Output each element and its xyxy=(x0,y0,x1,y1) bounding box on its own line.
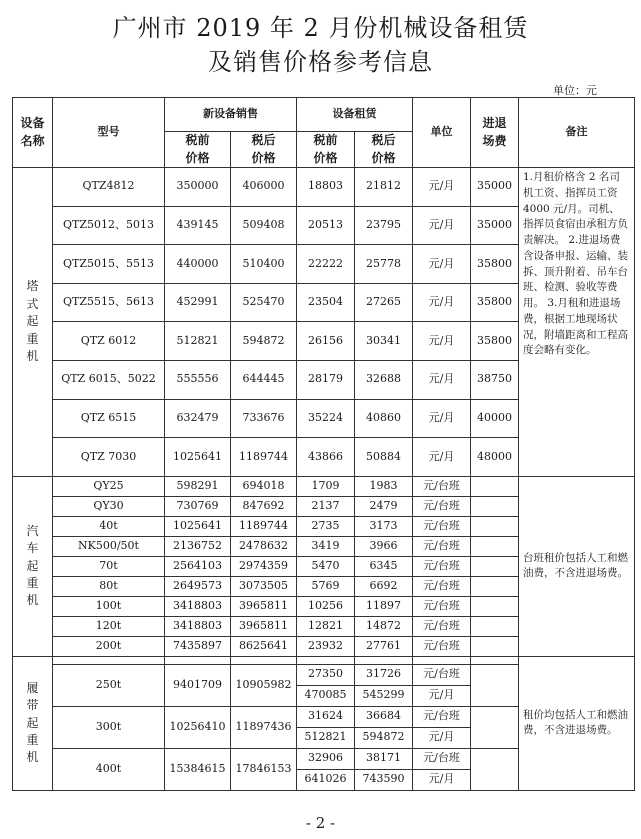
entry-exit-fee-cell xyxy=(471,516,519,536)
rent-after-tax-cell: 545299 xyxy=(355,685,413,706)
model-cell: QTZ 6015、5022 xyxy=(53,360,165,399)
rent-pre-tax-cell: 5470 xyxy=(297,556,355,576)
entry-exit-fee-cell xyxy=(471,476,519,496)
sale-after-tax-cell: 11897436 xyxy=(231,706,297,748)
rent-after-tax-cell: 50884 xyxy=(355,438,413,477)
category-crawler-crane xyxy=(13,656,53,790)
rent-pre-tax-cell: 23504 xyxy=(297,283,355,322)
rent-after-tax-cell: 40860 xyxy=(355,399,413,438)
rent-pre-tax-cell: 2735 xyxy=(297,516,355,536)
rent-pre-tax-cell: 1709 xyxy=(297,476,355,496)
rent-pre-tax-cell: 12821 xyxy=(297,616,355,636)
rent-after-tax-cell: 25778 xyxy=(355,245,413,284)
header-category: 设备名称 xyxy=(13,98,53,168)
rent-pre-tax-cell: 28179 xyxy=(297,360,355,399)
rent-pre-tax-cell: 26156 xyxy=(297,322,355,361)
unit-cell: 元/台班 xyxy=(413,536,471,556)
sale-pre-tax-cell: 1025641 xyxy=(165,516,231,536)
unit-cell: 元/台班 xyxy=(413,636,471,656)
model-cell: 200t xyxy=(53,636,165,656)
unit-cell: 元/月 xyxy=(413,283,471,322)
model-cell: 100t xyxy=(53,596,165,616)
model-cell: QTZ 6515 xyxy=(53,399,165,438)
entry-exit-fee-cell xyxy=(471,706,519,748)
unit-cell: 元/月 xyxy=(413,399,471,438)
sale-after-tax-cell: 3965811 xyxy=(231,616,297,636)
remarks-truck-crane: 台班租价包括人工和燃油费，不含进退场费。 xyxy=(519,476,635,656)
rent-pre-tax-cell: 27350 xyxy=(297,664,355,685)
model-cell: QTZ 6012 xyxy=(53,322,165,361)
header-sale-after-tax: 税后价格 xyxy=(231,132,297,168)
header-model: 型号 xyxy=(53,98,165,168)
model-cell: 80t xyxy=(53,576,165,596)
rent-after-tax-cell: 594872 xyxy=(355,727,413,748)
sale-pre-tax-cell: 440000 xyxy=(165,245,231,284)
unit-cell: 元/台班 xyxy=(413,516,471,536)
unit-cell: 元/台班 xyxy=(413,476,471,496)
sale-after-tax-cell: 509408 xyxy=(231,206,297,245)
rent-pre-tax-cell: 2137 xyxy=(297,496,355,516)
remarks-tower-crane: 1.月租价格含 2 名司机工资、指挥员工资 4000 元/月。司机、指挥员食宿由承租方负责解决。 2.进退场费含设备申报、运输、装拆、顶升附着、吊车台班、检测、验收等费用。 3.月租和进退场费，根据工地现场状况，附墙距离和工程高度会略有变化。 xyxy=(519,168,635,477)
unit-cell: 元/台班 xyxy=(413,748,471,769)
rent-after-tax-cell: 27761 xyxy=(355,636,413,656)
entry-exit-fee-cell: 35800 xyxy=(471,245,519,284)
unit-cell: 元/月 xyxy=(413,685,471,706)
unit-cell: 元/月 xyxy=(413,360,471,399)
sale-pre-tax-cell: 730769 xyxy=(165,496,231,516)
unit-cell: 元/月 xyxy=(413,206,471,245)
sale-after-tax-cell: 3073505 xyxy=(231,576,297,596)
rent-pre-tax-cell: 3419 xyxy=(297,536,355,556)
entry-exit-fee-cell xyxy=(471,616,519,636)
sale-pre-tax-cell: 3418803 xyxy=(165,596,231,616)
sale-after-tax-cell: 2974359 xyxy=(231,556,297,576)
header-rent-pre-tax: 税前价格 xyxy=(297,132,355,168)
entry-exit-fee-cell xyxy=(471,636,519,656)
model-cell: QTZ5012、5013 xyxy=(53,206,165,245)
rent-after-tax-cell: 23795 xyxy=(355,206,413,245)
header-unit: 单位 xyxy=(413,98,471,168)
rent-after-tax-cell: 1983 xyxy=(355,476,413,496)
model-cell: 70t xyxy=(53,556,165,576)
rent-pre-tax-cell: 5769 xyxy=(297,576,355,596)
model-cell: QTZ4812 xyxy=(53,168,165,207)
unit-cell: 元/月 xyxy=(413,769,471,790)
sale-after-tax-cell: 847692 xyxy=(231,496,297,516)
sale-after-tax-cell: 525470 xyxy=(231,283,297,322)
sale-after-tax-cell: 1189744 xyxy=(231,438,297,477)
sale-pre-tax-cell: 512821 xyxy=(165,322,231,361)
rent-after-tax-cell: 743590 xyxy=(355,769,413,790)
header-new-sales: 新设备销售 xyxy=(165,98,297,132)
document-title-line2: 及销售价格参考信息 xyxy=(208,48,433,76)
entry-exit-fee-cell xyxy=(471,496,519,516)
entry-exit-fee-cell xyxy=(471,748,519,790)
sale-pre-tax-cell: 7435897 xyxy=(165,636,231,656)
rent-after-tax-cell: 6692 xyxy=(355,576,413,596)
rent-pre-tax-cell: 32906 xyxy=(297,748,355,769)
sale-after-tax-cell: 10905982 xyxy=(231,664,297,706)
rent-pre-tax-cell: 20513 xyxy=(297,206,355,245)
rent-after-tax-cell: 2479 xyxy=(355,496,413,516)
sale-pre-tax-cell: 2564103 xyxy=(165,556,231,576)
sale-after-tax-cell: 644445 xyxy=(231,360,297,399)
entry-exit-fee-cell xyxy=(471,576,519,596)
entry-exit-fee-cell xyxy=(471,664,519,706)
sale-pre-tax-cell: 9401709 xyxy=(165,664,231,706)
rent-after-tax-cell: 6345 xyxy=(355,556,413,576)
rent-after-tax-cell: 14872 xyxy=(355,616,413,636)
entry-exit-fee-cell: 35800 xyxy=(471,322,519,361)
sale-after-tax-cell: 1189744 xyxy=(231,516,297,536)
table-row xyxy=(13,476,635,496)
sale-after-tax-cell: 3965811 xyxy=(231,596,297,616)
header-rent-after-tax: 税后价格 xyxy=(355,132,413,168)
gap-cell xyxy=(413,656,471,664)
rent-after-tax-cell: 32688 xyxy=(355,360,413,399)
rent-after-tax-cell: 27265 xyxy=(355,283,413,322)
sale-pre-tax-cell: 555556 xyxy=(165,360,231,399)
sale-pre-tax-cell: 2136752 xyxy=(165,536,231,556)
sale-pre-tax-cell: 10256410 xyxy=(165,706,231,748)
model-cell: NK500/50t xyxy=(53,536,165,556)
section-gap-row xyxy=(13,656,635,664)
model-cell: QTZ5015、5513 xyxy=(53,245,165,284)
sale-after-tax-cell: 406000 xyxy=(231,168,297,207)
rent-pre-tax-cell: 22222 xyxy=(297,245,355,284)
unit-cell: 元/月 xyxy=(413,245,471,284)
category-truck-crane-text: 汽车起重机 xyxy=(26,523,39,608)
model-cell: 300t xyxy=(53,706,165,748)
sale-after-tax-cell: 694018 xyxy=(231,476,297,496)
model-cell: QTZ 7030 xyxy=(53,438,165,477)
sale-pre-tax-cell: 3418803 xyxy=(165,616,231,636)
price-table xyxy=(12,97,635,791)
header-entry-exit-fee: 进退场费 xyxy=(471,98,519,168)
unit-cell: 元/台班 xyxy=(413,576,471,596)
sale-pre-tax-cell: 632479 xyxy=(165,399,231,438)
rent-after-tax-cell: 3173 xyxy=(355,516,413,536)
rent-pre-tax-cell: 641026 xyxy=(297,769,355,790)
sale-after-tax-cell: 17846153 xyxy=(231,748,297,790)
sale-after-tax-cell: 2478632 xyxy=(231,536,297,556)
rent-pre-tax-cell: 10256 xyxy=(297,596,355,616)
sale-pre-tax-cell: 15384615 xyxy=(165,748,231,790)
sale-pre-tax-cell: 1025641 xyxy=(165,438,231,477)
category-tower-crane xyxy=(13,168,53,477)
entry-exit-fee-cell xyxy=(471,556,519,576)
entry-exit-fee-cell xyxy=(471,536,519,556)
table-row xyxy=(13,168,635,207)
sale-after-tax-cell: 594872 xyxy=(231,322,297,361)
unit-label: 单位：元 xyxy=(553,84,597,97)
gap-cell xyxy=(231,656,297,664)
model-cell: 400t xyxy=(53,748,165,790)
model-cell: QY30 xyxy=(53,496,165,516)
sale-pre-tax-cell: 452991 xyxy=(165,283,231,322)
header-remarks: 备注 xyxy=(519,98,635,168)
sale-pre-tax-cell: 2649573 xyxy=(165,576,231,596)
sale-after-tax-cell: 510400 xyxy=(231,245,297,284)
unit-cell: 元/台班 xyxy=(413,556,471,576)
model-cell: 120t xyxy=(53,616,165,636)
rent-pre-tax-cell: 23932 xyxy=(297,636,355,656)
remarks-crawler-crane: 租价均包括人工和燃油费，不含进退场费。 xyxy=(519,656,635,790)
unit-cell: 元/台班 xyxy=(413,596,471,616)
entry-exit-fee-cell: 40000 xyxy=(471,399,519,438)
gap-cell xyxy=(297,656,355,664)
unit-cell: 元/台班 xyxy=(413,496,471,516)
unit-cell: 元/台班 xyxy=(413,706,471,727)
entry-exit-fee-cell xyxy=(471,596,519,616)
model-cell: 250t xyxy=(53,664,165,706)
sale-pre-tax-cell: 598291 xyxy=(165,476,231,496)
rent-after-tax-cell: 36684 xyxy=(355,706,413,727)
rent-after-tax-cell: 21812 xyxy=(355,168,413,207)
entry-exit-fee-cell: 38750 xyxy=(471,360,519,399)
document-title-line1: 广州市 2019 年 2 月份机械设备租赁 xyxy=(112,14,529,42)
rent-after-tax-cell: 38171 xyxy=(355,748,413,769)
rent-after-tax-cell: 30341 xyxy=(355,322,413,361)
unit-cell: 元/月 xyxy=(413,727,471,748)
category-truck-crane xyxy=(13,476,53,656)
gap-cell xyxy=(471,656,519,664)
entry-exit-fee-cell: 48000 xyxy=(471,438,519,477)
entry-exit-fee-cell: 35000 xyxy=(471,206,519,245)
rent-pre-tax-cell: 43866 xyxy=(297,438,355,477)
page-number: - 2 - xyxy=(305,814,336,832)
header-sale-pre-tax: 税前价格 xyxy=(165,132,231,168)
sale-pre-tax-cell: 439145 xyxy=(165,206,231,245)
rent-pre-tax-cell: 35224 xyxy=(297,399,355,438)
rent-pre-tax-cell: 470085 xyxy=(297,685,355,706)
model-cell: 40t xyxy=(53,516,165,536)
rent-pre-tax-cell: 512821 xyxy=(297,727,355,748)
rent-after-tax-cell: 11897 xyxy=(355,596,413,616)
rent-after-tax-cell: 3966 xyxy=(355,536,413,556)
rent-pre-tax-cell: 31624 xyxy=(297,706,355,727)
category-crawler-crane-text: 履带起重机 xyxy=(26,680,39,765)
unit-cell: 元/月 xyxy=(413,438,471,477)
sale-after-tax-cell: 733676 xyxy=(231,399,297,438)
unit-cell: 元/月 xyxy=(413,168,471,207)
rent-after-tax-cell: 31726 xyxy=(355,664,413,685)
gap-cell xyxy=(53,656,165,664)
unit-cell: 元/台班 xyxy=(413,616,471,636)
header-rental: 设备租赁 xyxy=(297,98,413,132)
entry-exit-fee-cell: 35800 xyxy=(471,283,519,322)
unit-cell: 元/月 xyxy=(413,322,471,361)
entry-exit-fee-cell: 35000 xyxy=(471,168,519,207)
sale-pre-tax-cell: 350000 xyxy=(165,168,231,207)
model-cell: QY25 xyxy=(53,476,165,496)
unit-cell: 元/台班 xyxy=(413,664,471,685)
rent-pre-tax-cell: 18803 xyxy=(297,168,355,207)
sale-after-tax-cell: 8625641 xyxy=(231,636,297,656)
category-tower-crane-text: 塔式起重机 xyxy=(26,279,39,363)
model-cell: QTZ5515、5613 xyxy=(53,283,165,322)
gap-cell xyxy=(165,656,231,664)
gap-cell xyxy=(355,656,413,664)
